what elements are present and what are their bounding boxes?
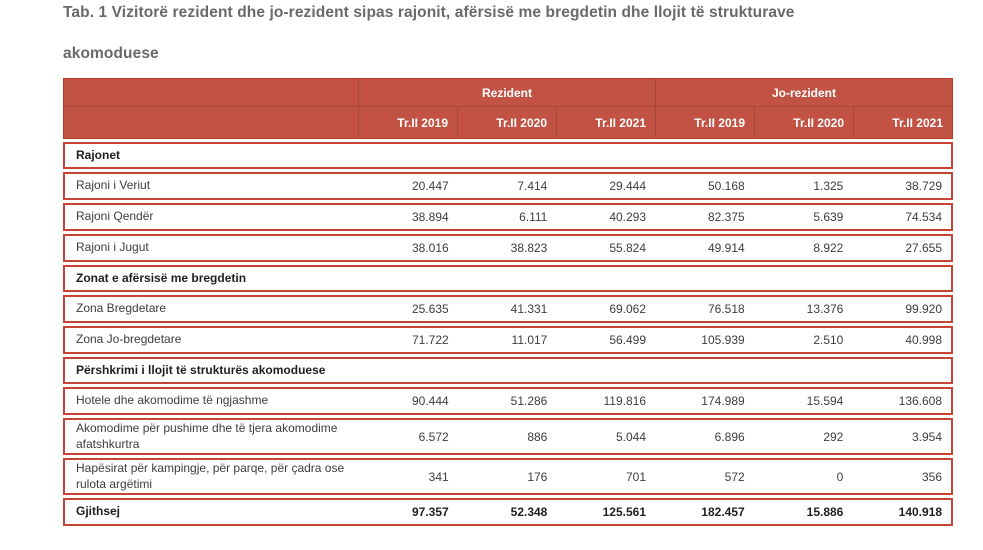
- value-cell: 38.016: [411, 241, 449, 255]
- value-cell: 701: [625, 469, 647, 484]
- value-cell: 29.444: [609, 179, 647, 193]
- row-label: Rajonet: [76, 147, 121, 162]
- header-label-spacer: [64, 79, 358, 106]
- value-cell: 38.729: [905, 179, 943, 193]
- value-cell: 2.510: [813, 333, 844, 347]
- value-cell: 8.922: [813, 241, 844, 255]
- header-group-row: [64, 79, 952, 106]
- value-cell: 140.918: [898, 505, 943, 519]
- value-cell: 11.017: [511, 333, 548, 347]
- column-header-rezident-tr2-2020: Tr.II 2020: [457, 107, 556, 138]
- value-cell: 74.534: [905, 210, 943, 224]
- value-cell: 56.499: [609, 333, 647, 347]
- table-row: [63, 458, 953, 495]
- value-cell: 341: [428, 469, 449, 484]
- table-row: [63, 203, 953, 231]
- value-cell: 15.594: [806, 394, 844, 408]
- value-cell: 105.939: [701, 333, 745, 347]
- value-cell: 25.635: [411, 302, 449, 316]
- section-row: [63, 357, 953, 384]
- row-label: Akomodime për pushime dhe të tjera akomodime afatshkurtra: [76, 420, 338, 451]
- value-cell: 52.348: [510, 505, 548, 519]
- table-row: [63, 172, 953, 200]
- value-cell: 13.376: [806, 302, 844, 316]
- value-cell: 76.518: [707, 302, 745, 316]
- value-cell: 125.561: [602, 505, 647, 519]
- value-cell: 27.655: [905, 241, 943, 255]
- value-cell: 5.044: [615, 429, 647, 444]
- row-label: Zonat e afërsisë me bregdetin: [76, 270, 247, 285]
- row-label: Përshkrimi i llojit të strukturës akomoduese: [76, 362, 326, 377]
- value-cell: 40.293: [609, 210, 647, 224]
- table-title-line2: akomoduese: [63, 45, 159, 62]
- value-cell: 51.286: [510, 394, 548, 408]
- value-cell: 572: [724, 469, 745, 484]
- column-group-rezident: Rezident: [358, 79, 655, 106]
- header-period-row: [64, 106, 952, 138]
- table-body: [63, 142, 953, 526]
- table-row: [63, 234, 953, 262]
- table-row: [63, 418, 953, 455]
- value-cell: 69.062: [609, 302, 647, 316]
- value-cell: 49.914: [707, 241, 745, 255]
- column-header-jorezident-tr2-2021: Tr.II 2021: [853, 107, 952, 138]
- column-header-rezident-tr2-2021: Tr.II 2021: [556, 107, 655, 138]
- row-label: Gjithsej: [76, 504, 121, 519]
- value-cell: 38.894: [411, 210, 449, 224]
- row-label: Hapësirat për kampingje, për parqe, për çadra ose rulota argëtimi: [76, 460, 345, 491]
- table-row: [63, 326, 953, 354]
- value-cell: 40.998: [905, 333, 943, 347]
- table-row: [63, 387, 953, 415]
- visitors-table: [63, 78, 953, 526]
- column-header-jorezident-tr2-2020: Tr.II 2020: [754, 107, 853, 138]
- value-cell: 15.886: [806, 505, 844, 519]
- value-cell: 0: [836, 469, 844, 484]
- value-cell: 55.824: [609, 241, 647, 255]
- value-cell: 6.572: [418, 429, 449, 444]
- row-label: Rajoni Qendër: [76, 209, 154, 224]
- column-header-rezident-tr2-2019: Tr.II 2019: [358, 107, 457, 138]
- value-cell: 38.823: [510, 241, 548, 255]
- value-cell: 99.920: [905, 302, 943, 316]
- value-cell: 356: [922, 469, 943, 484]
- header-label-spacer: [64, 107, 358, 138]
- row-label: Rajoni i Jugut: [76, 240, 149, 255]
- value-cell: 41.331: [510, 302, 548, 316]
- section-row: [63, 142, 953, 169]
- row-label: Zona Jo-bregdetare: [76, 332, 182, 347]
- section-row: [63, 265, 953, 292]
- value-cell: 7.414: [517, 179, 548, 193]
- value-cell: 176: [527, 469, 548, 484]
- value-cell: 20.447: [411, 179, 449, 193]
- value-cell: 6.111: [519, 210, 548, 224]
- total-row: [63, 498, 953, 526]
- value-cell: 292: [823, 429, 844, 444]
- value-cell: 82.375: [707, 210, 745, 224]
- value-cell: 886: [527, 429, 548, 444]
- value-cell: 3.954: [912, 429, 943, 444]
- value-cell: 174.989: [701, 394, 745, 408]
- value-cell: 6.896: [714, 429, 745, 444]
- row-label: Hotele dhe akomodime të ngjashme: [76, 393, 269, 408]
- row-label: Rajoni i Veriut: [76, 178, 151, 193]
- table-header: [63, 78, 953, 139]
- value-cell: 5.639: [813, 210, 844, 224]
- value-cell: 1.325: [813, 179, 844, 193]
- value-cell: 90.444: [411, 394, 449, 408]
- table-row: [63, 295, 953, 323]
- value-cell: 71.722: [411, 333, 449, 347]
- value-cell: 50.168: [707, 179, 745, 193]
- value-cell: 136.608: [898, 394, 943, 408]
- table-title-line1: Tab. 1 Vizitorë rezident dhe jo-rezident sipas rajonit, afërsisë me bregdetin dhe llojit të strukturave: [63, 4, 795, 21]
- column-group-jo-rezident: Jo-rezident: [655, 79, 952, 106]
- value-cell: 119.816: [603, 394, 647, 408]
- value-cell: 97.357: [411, 505, 449, 519]
- value-cell: 182.457: [701, 505, 745, 519]
- column-header-jorezident-tr2-2019: Tr.II 2019: [655, 107, 754, 138]
- row-label: Zona Bregdetare: [76, 301, 167, 316]
